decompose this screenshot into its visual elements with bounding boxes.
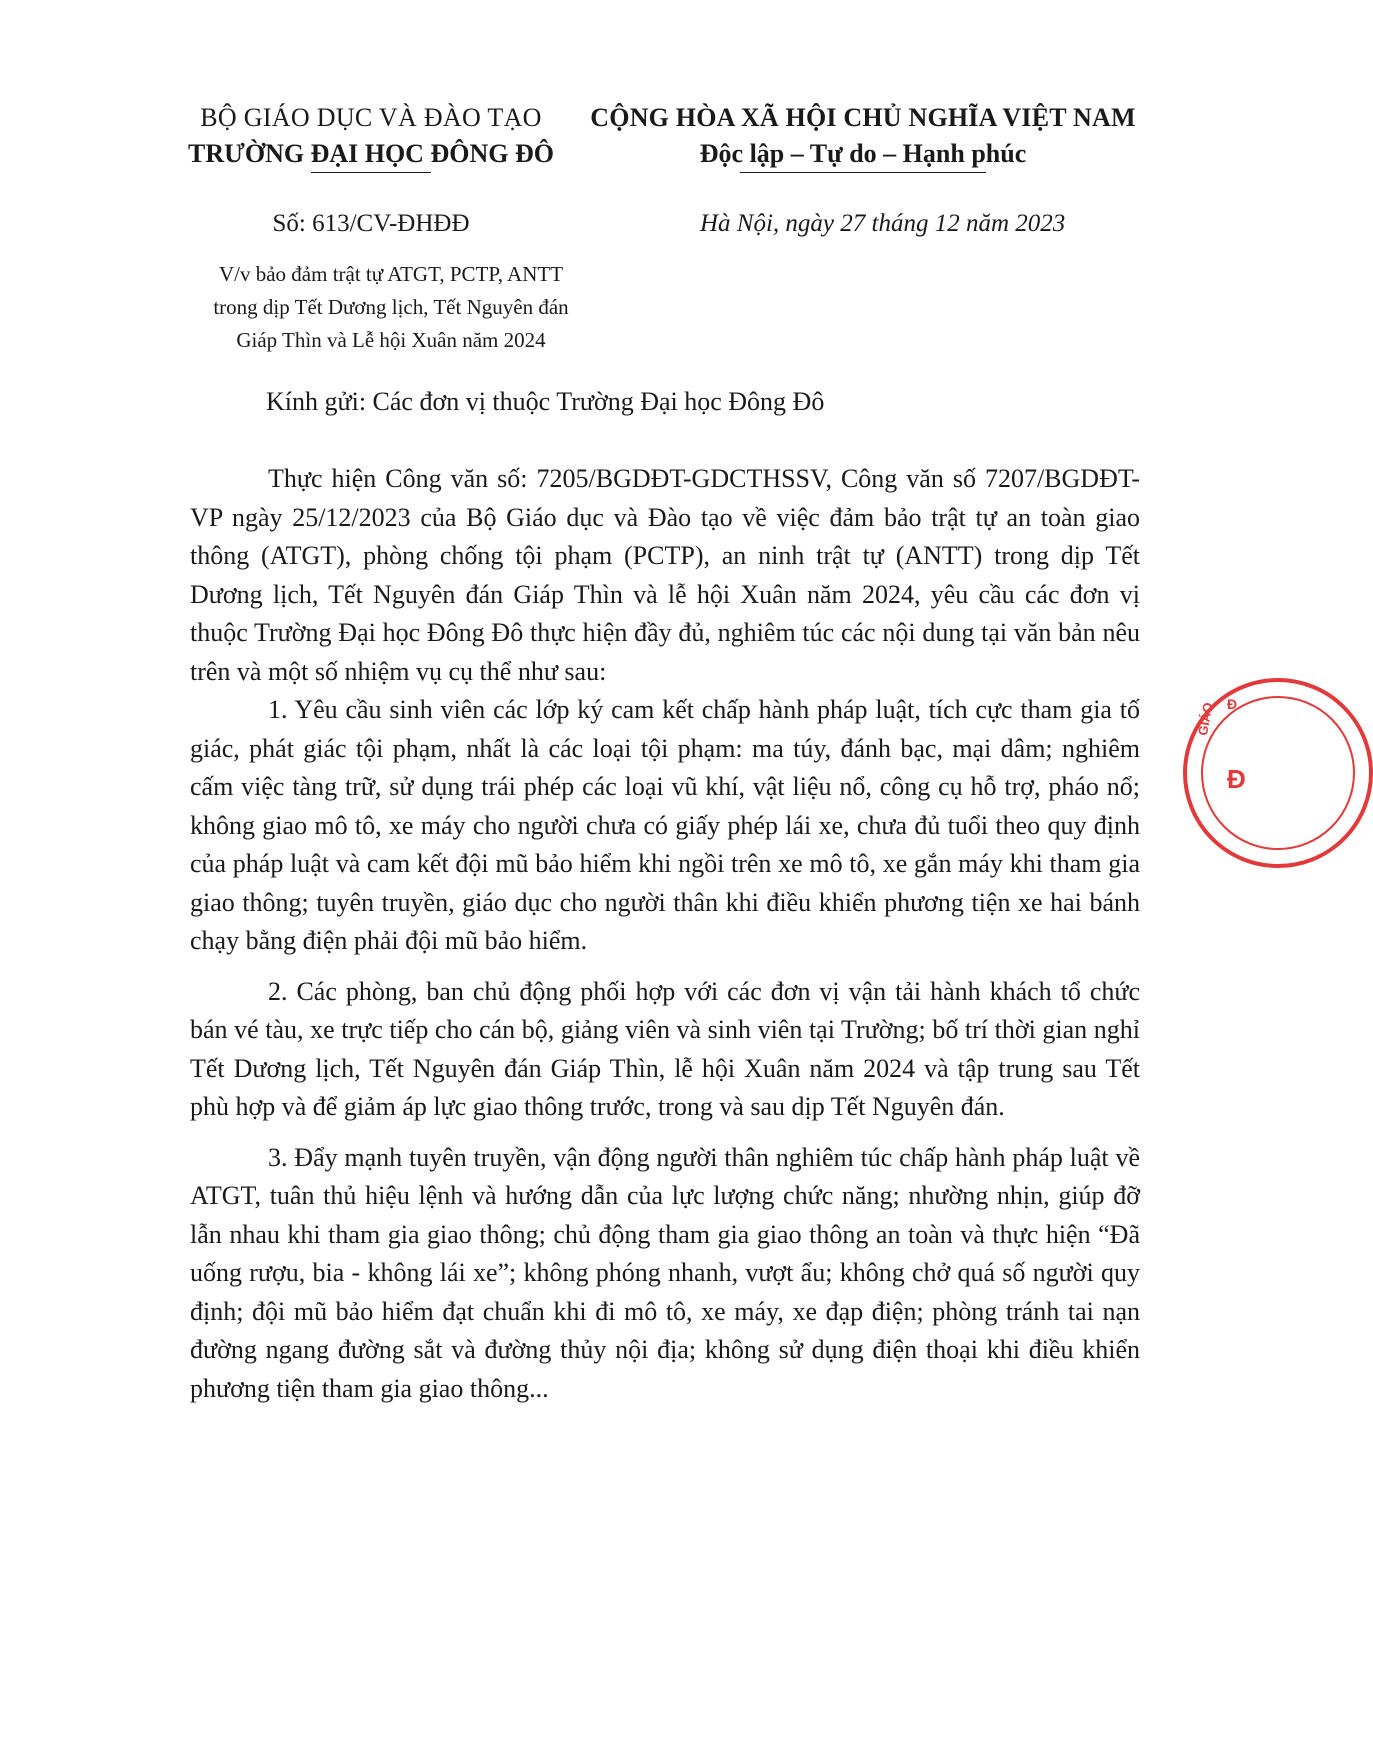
national-motto: Độc lập – Tự do – Hạnh phúc xyxy=(699,139,1027,168)
seal-text-giao: GIÁO xyxy=(1195,701,1216,737)
seal-text-d-top: Đ xyxy=(1227,696,1238,712)
task-paragraph-1: 1. Yêu cầu sinh viên các lớp ký cam kết chấp hành pháp luật, tích cực tham gia tố giác, phát giác tội phạm, nhất là các loại tội phạm: ma túy, đánh bạc, mại dâm; nghiêm cấm việc tàng trữ, sử dụng trái phép các loại vũ khí, vật liệu nổ, công cụ hỗ trợ, pháo nổ; không giao mô tô, xe máy cho người chưa có giấy phép lái xe, chưa đủ tuổi theo quy định của pháp luật và cam kết đội mũ bảo hiểm khi ngồi trên xe mô tô, xe gắn máy khi tham gia giao thông; tuyên truyền, giáo dục cho người thân khi điều khiển phương tiện xe hai bánh chạy bằng điện phải đội mũ bảo hiểm. xyxy=(190,695,1140,955)
task-paragraph-3: 3. Đẩy mạnh tuyên truyền, vận động người thân nghiêm túc chấp hành pháp luật về ATGT, tuân thủ hiệu lệnh và hướng dẫn của lực lượng chức năng; nhường nhịn, giúp đỡ lẫn nhau khi tham gia giao thông; chủ động tham gia giao thông an toàn và thực hiện “Đã uống rượu, bia - không lái xe”; không phóng nhanh, vượt ẩu; không chở quá số người quy định; đội mũ bảo hiểm đạt chuẩn khi đi mô tô, xe máy, xe đạp điện; phòng tránh tai nạn đường ngang đường sắt và đường thủy nội địa; không sử dụng điện thoại khi điều khiển phương tiện tham gia giao thông... xyxy=(190,1142,1140,1403)
subject-line: V/v bảo đảm trật tự ATGT, PCTP, ANTT xyxy=(218,262,564,286)
letter-body xyxy=(190,460,1140,1408)
subject-line: trong dịp Tết Dương lịch, Tết Nguyên đán xyxy=(213,295,569,319)
republic-title: CỘNG HÒA XÃ HỘI CHỦ NGHĨA VIỆT NAM xyxy=(590,103,1136,132)
document-number: Số: 613/CV-ĐHĐĐ xyxy=(272,210,470,237)
issuer-header xyxy=(176,100,566,173)
seal-text-d-mid: Đ xyxy=(1227,764,1246,794)
seal-inner-ring xyxy=(1201,696,1355,850)
issuer-underline xyxy=(311,172,431,173)
subject-summary xyxy=(176,258,606,357)
intro-paragraph: Thực hiện Công văn số: 7205/BGDĐT-GDCTHSSV, Công văn số 7207/BGDĐT-VP ngày 25/12/2023 của Bộ Giáo dục và Đào tạo về việc đảm bảo trật tự an toàn giao thông (ATGT), phòng chống tội phạm (PCTP), an ninh trật tự (ANTT) trong dịp Tết Dương lịch, Tết Nguyên đán Giáp Thìn và lễ hội Xuân năm 2024, yêu cầu các đơn vị thuộc Trường Đại học Đông Đô thực hiện đầy đủ, nghiêm túc các nội dung tại văn bản nêu trên và một số nhiệm vụ cụ thể như sau: xyxy=(190,464,1140,686)
school-name: TRƯỜNG ĐẠI HỌC ĐÔNG ĐÔ xyxy=(188,139,554,168)
task-paragraph-2: 2. Các phòng, ban chủ động phối hợp với các đơn vị vận tải hành khách tổ chức bán vé tàu, xe trực tiếp cho cán bộ, giảng viên và sinh viên tại Trường; bố trí thời gian nghỉ Tết Dương lịch, Tết Nguyên đán Giáp Thìn, lễ hội Xuân năm 2024 và tập trung sau Tết phù hợp và để giảm áp lực giao thông trước, trong và sau dịp Tết Nguyên đán. xyxy=(190,976,1140,1121)
motto-underline xyxy=(740,172,986,173)
place-and-date: Hà Nội, ngày 27 tháng 12 năm 2023 xyxy=(700,210,1066,237)
ministry-name: BỘ GIÁO DỤC VÀ ĐÀO TẠO xyxy=(200,103,542,132)
subject-line: Giáp Thìn và Lễ hội Xuân năm 2024 xyxy=(236,328,546,352)
recipient-line: Kính gửi: Các đơn vị thuộc Trường Đại học Đông Đô xyxy=(266,387,825,416)
national-header xyxy=(578,100,1148,173)
official-seal xyxy=(1183,678,1373,868)
